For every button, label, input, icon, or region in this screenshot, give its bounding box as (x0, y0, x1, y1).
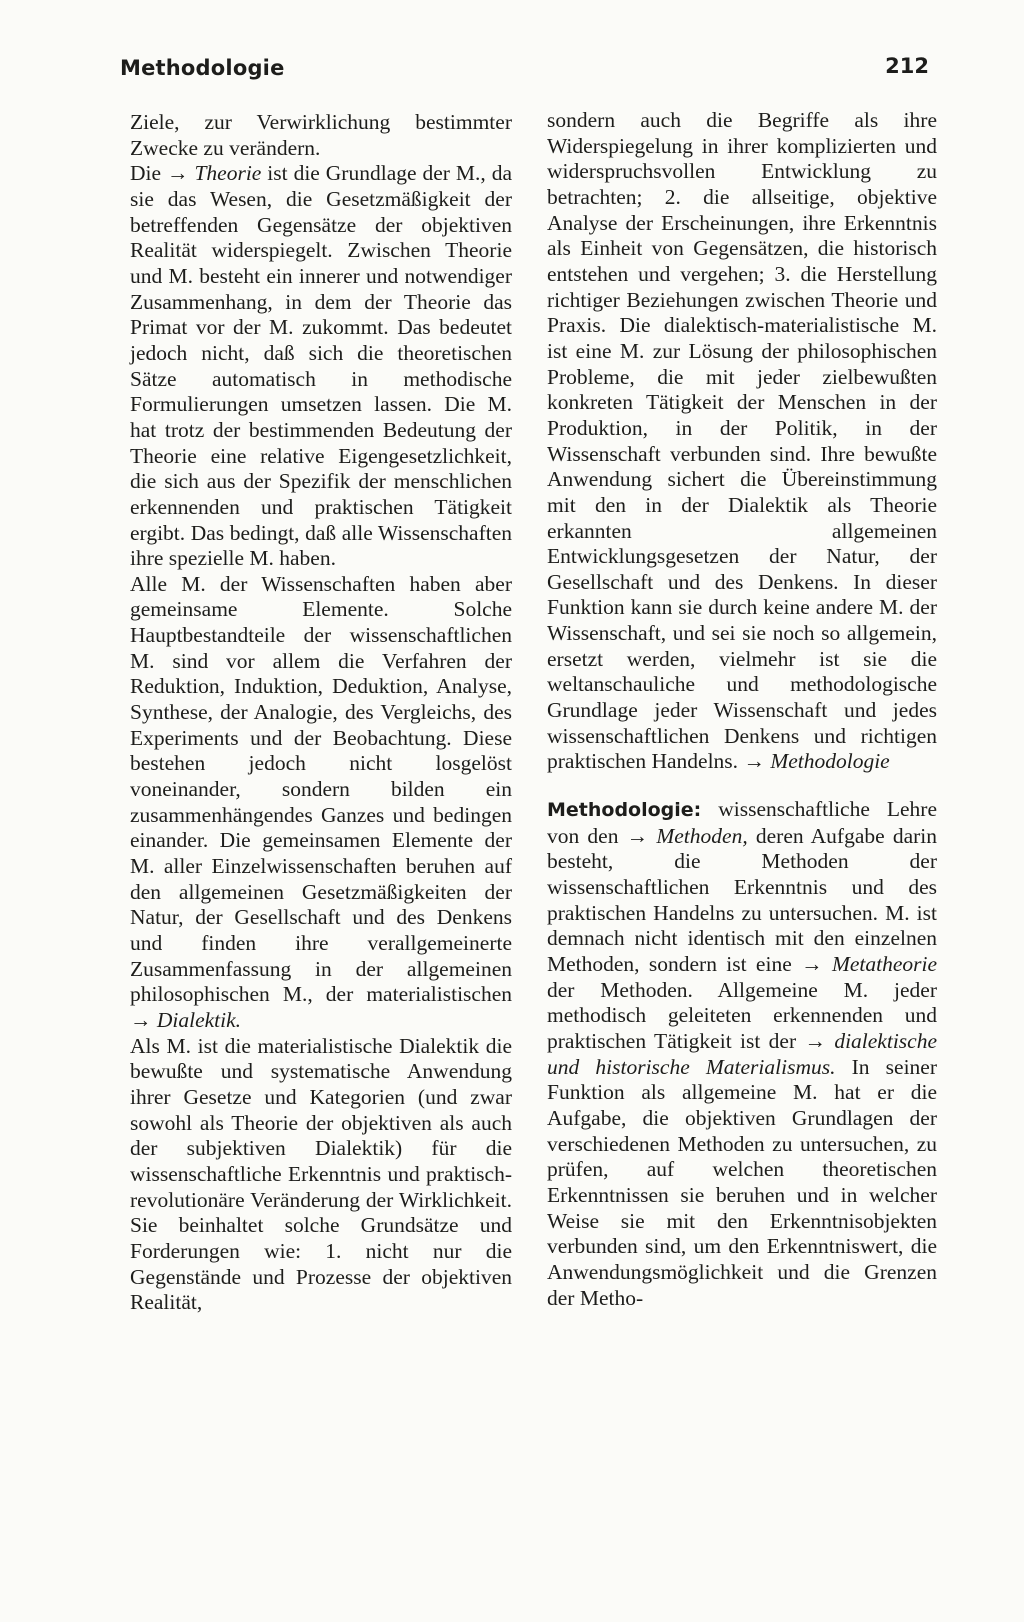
text-run: deren Aufgabe darin besteht, die Methoden der wissenschaftlichen Erkenntnis und des praktischen Handelns zu untersuchen. M. ist demnach nicht identisch mit den einzelnen Methoden, sondern ist eine (547, 823, 938, 976)
text-run: der Methoden. Allgemeine M. jeder methodisch geleiteten erkennenden und praktischen Tätigkeit ist der (547, 977, 937, 1053)
cross-reference-arrow-icon: → (130, 1007, 152, 1032)
text-run: ist die Grundlage der M., da sie das Wesen, die Gesetzmäßigkeit der betreffenden Gegensätze der objektiven Realität widerspiegelt. Zwischen Theorie und M. besteht ein innerer und notwendiger Zusammenhang, in dem der Theorie das Primat vor der M. zukommt. Das bedeutet jedoch nicht, daß sich die theoretischen Sätze automatisch in methodische Formulierungen umsetzen lassen. Die M. hat trotz der bestimmenden Bedeutung der Theorie eine relative Eigengesetzlichkeit, die sich aus der Spezifik der menschlichen erkennenden und praktischen Tätigkeit ergibt. Das bedingt, daß alle Wissenschaften ihre spezielle M. haben. (130, 161, 512, 571)
text-run: Alle M. der Wissenschaften haben aber gemeinsame Elemente. Solche Hauptbestandteile der wissenschaftlichen M. sind vor allem die Verfahren der Reduktion, Induktion, Deduktion, Analyse, Synthese, der Analogie, des Vergleichs, des Experiments und der Beobachtung. Diese bestehen jedoch nicht losgelöst voneinander, sondern bilden ein zusammenhängendes Ganzes und bedingen einander. Die gemeinsamen Elemente der M. aller Einzelwissenschaften beruhen auf den allgemeinen Gesetzmäßigkeiten der Natur, der Gesellschaft und des Denkens und finden ihre verallgemeinerte Zusammenfassung in der allgemeinen philosophischen M., der materialistischen (130, 571, 512, 1007)
paragraph: Als M. ist die materialistische Dialektik die bewußte und systematische Anwendung ihrer Gesetze und Kategorien (und zwar sowohl als Theorie der objektiven als auch der subjektiven Dialektik) für die wissenschaftliche Erkenntnis und praktisch-revolutionäre Veränderung der Wirklichkeit. Sie beinhaltet solche Grundsätze und Forderungen wie: 1. nicht nur die Gegenstände und Prozesse der objektiven Realität, (130, 1033, 512, 1315)
text-run: In seiner Funktion als allgemeine M. hat er die Aufgabe, die objektiven Grundlagen der verschiedenen Methoden zu untersuchen, zu prüfen, auf welchen theoretischen Erkenntnissen sie beruhen und in welcher Weise sie mit den Erkenntnisobjekten verbunden sind, um den Erkenntniswert, die Anwendungsmöglichkeit und die Grenzen der Metho- (547, 1054, 937, 1310)
cross-reference-link[interactable]: Metatheorie (831, 952, 938, 976)
entry-separator (547, 775, 937, 797)
cross-reference-link[interactable]: dialektische und historische Materialismus. (547, 1028, 937, 1079)
text-run: sondern auch die Begriffe als ihre Widerspiegelung in ihrer komplizierten und widerspruchsvollen Entwicklung zu betrachten; 2. die allseitige, objektive Analyse der Erscheinungen, ihre Erkenntnis als Einheit von Gegensätzen, die historisch entstehen und vergehen; 3. die Herstellung richtiger Beziehungen zwischen Theorie und Praxis. Die dialektisch-materialistische M. ist eine M. zur Lösung der philosophischen Probleme, die mit jeder zielbewußten konkreten Tätigkeit der Menschen in der Produktion, in der Politik, in der Wissenschaft verbunden sind. Ihre bewußte Anwendung sichert die Übereinstimmung mit den in der Dialektik als Theorie erkannten allgemeinen Entwicklungsgesetzen der Natur, der Gesellschaft und des Denkens. In dieser Funktion kann sie durch keine andere M. der Wissenschaft, und sei sie noch so allgemein, ersetzt werden, vielmehr ist sie die weltanschauliche und methodologische Grundlage jeder Wissenschaft und jedes wissenschaftlichen Denkens und richtigen praktischen Handelns. (547, 108, 937, 774)
paragraph (130, 161, 512, 572)
text-run: Die (130, 161, 167, 186)
right-column (547, 108, 937, 1311)
cross-reference-arrow-icon: → (743, 749, 765, 774)
cross-reference-link[interactable]: Methodologie (770, 749, 890, 774)
cross-reference-link[interactable]: Dialektik. (156, 1007, 242, 1032)
dictionary-entry (547, 797, 937, 1311)
page-number: 212 (885, 54, 929, 78)
paragraph (130, 572, 512, 1034)
cross-reference-arrow-icon: → (626, 823, 649, 848)
left-column (130, 110, 512, 1316)
cross-reference-link[interactable]: Methoden, (656, 823, 748, 848)
cross-reference-arrow-icon: → (801, 952, 823, 976)
running-head: Methodologie (120, 56, 285, 80)
cross-reference-arrow-icon: → (804, 1028, 826, 1053)
cross-reference-arrow-icon: → (167, 161, 189, 186)
text-run: wissenschaftliche Lehre von den (547, 797, 937, 848)
paragraph (547, 108, 937, 775)
cross-reference-link[interactable]: Theorie (194, 161, 262, 186)
entry-headword: Methodologie: (547, 799, 702, 822)
paragraph: Ziele, zur Verwirklichung bestimmter Zwecke zu verändern. (130, 110, 512, 160)
